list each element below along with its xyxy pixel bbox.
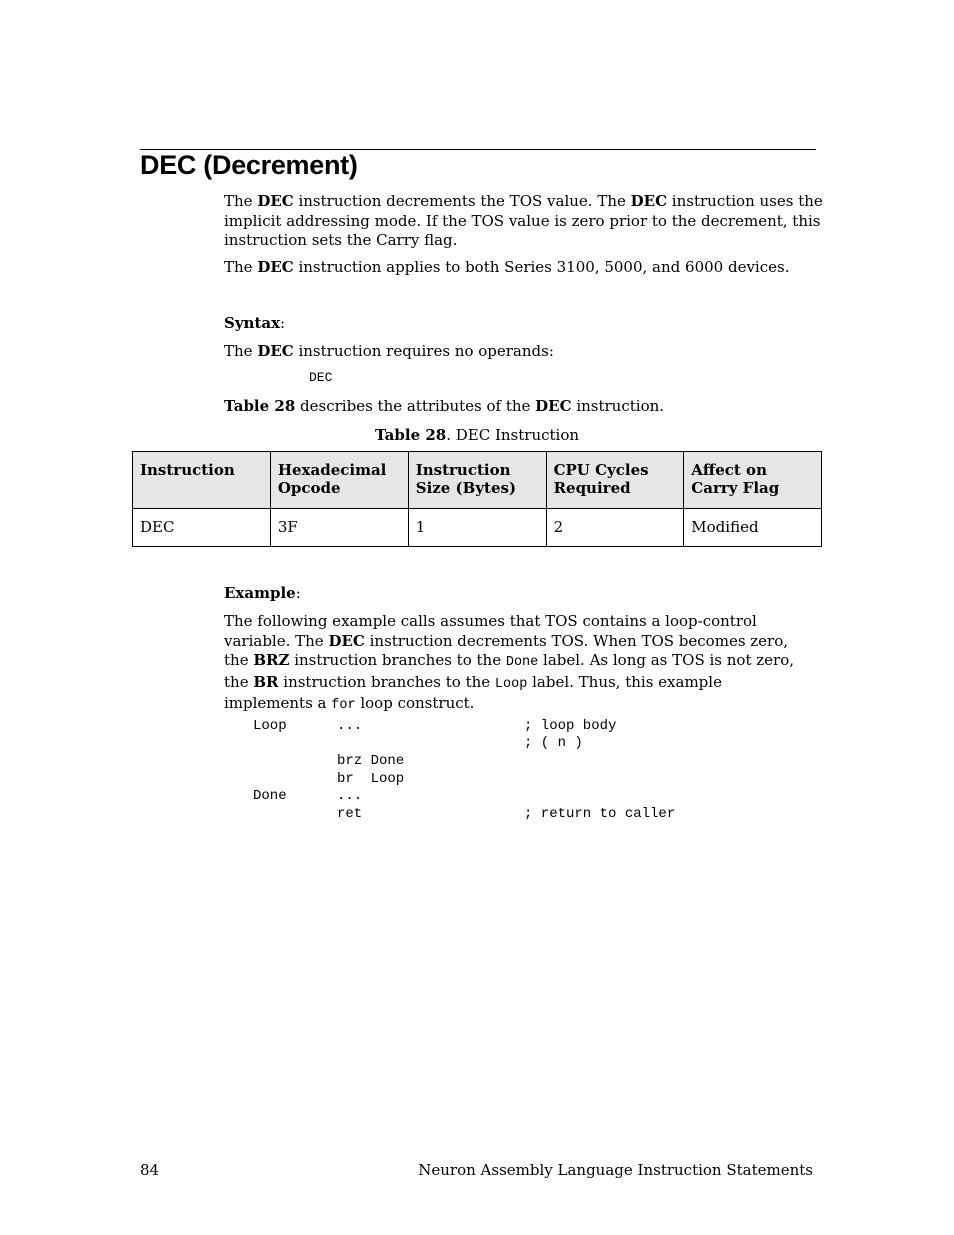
instruction-attributes-table [132, 451, 822, 547]
code-op: ... [337, 718, 363, 734]
table-row [133, 509, 822, 547]
syntax-heading: Syntax: [224, 314, 286, 332]
code-op: br Loop [337, 771, 405, 787]
code-comment: ; ( n ) [524, 735, 583, 751]
table-header-row [133, 452, 822, 509]
code-comment: ; loop body [524, 718, 617, 734]
page-title: DEC (Decrement) [140, 150, 358, 180]
example-description: The following example calls assumes that TOS contains a loop-control variable. The DEC instruction decrements TOS. When TOS becomes zero, the BRZ instruction branches to the Done label. As long as TOS is not zero, the BR instruction branches to the Loop label. Thus, this example implements a for loop construct. [224, 612, 794, 713]
table-header-cell: CPU Cycles Required [546, 452, 684, 509]
code-op: brz Done [337, 753, 405, 769]
footer-section-title: Neuron Assembly Language Instruction Statements [418, 1161, 813, 1179]
example-heading: Example: [224, 584, 301, 602]
code-op: ... [337, 788, 363, 804]
code-comment: ; return to caller [524, 806, 676, 822]
code-label: Done [253, 788, 287, 804]
table-header-cell: Hexadecimal Opcode [270, 452, 408, 509]
table-header-cell: Affect on Carry Flag [684, 452, 822, 509]
intro-paragraph-2: The DEC instruction applies to both Series 3100, 5000, and 6000 devices. [224, 258, 790, 276]
code-op: ret [337, 806, 363, 822]
intro-paragraph-1: The DEC instruction decrements the TOS value. The DEC instruction uses the implicit addressing mode. If the TOS value is zero prior to the decrement, this instruction sets the Carry flag. [224, 192, 823, 249]
table-caption: Table 28. DEC Instruction [374, 426, 580, 444]
table-cell: DEC [133, 509, 271, 547]
table-header-cell: Instruction Size (Bytes) [408, 452, 546, 509]
table-cell: Modified [684, 509, 822, 547]
table-header-cell: Instruction [133, 452, 271, 509]
code-label: Loop [253, 718, 287, 734]
syntax-description: The DEC instruction requires no operands: [224, 342, 554, 360]
page-number: 84 [140, 1161, 160, 1179]
table-cell: 1 [408, 509, 546, 547]
syntax-code: DEC [309, 370, 333, 385]
table-cell: 3F [270, 509, 408, 547]
table-reference: Table 28 describes the attributes of the DEC instruction. [224, 397, 665, 415]
table-cell: 2 [546, 509, 684, 547]
